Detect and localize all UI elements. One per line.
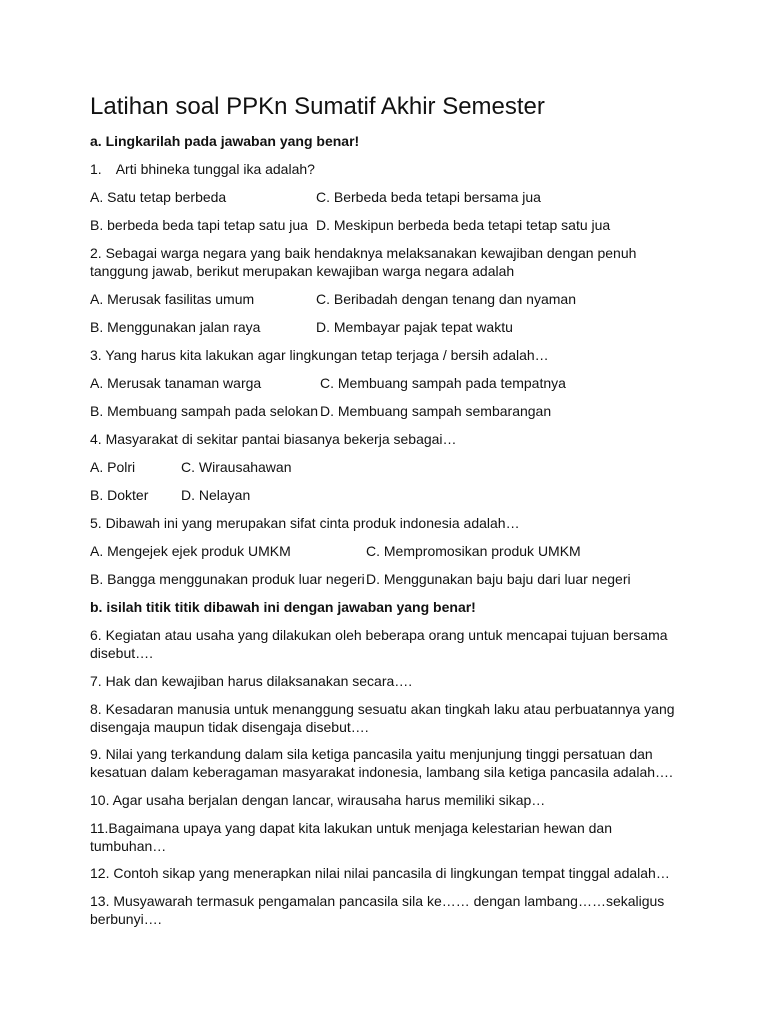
question-2-line-1: 2. Sebagai warga negara yang baik hendaknya melaksanakan kewajiban dengan penuh [90,245,637,261]
page-title: Latihan soal PPKn Sumatif Akhir Semester [90,93,545,120]
question-1-option-a: A. Satu tetap berbeda [90,189,227,205]
question-3-option-c: C. Membuang sampah pada tempatnya [320,375,566,391]
question-3-option-b: B. Membuang sampah pada selokan [90,403,319,419]
question-11-line-1: 11.Bagaimana upaya yang dapat kita lakukan untuk menjaga kelestarian hewan dan [90,820,612,836]
question-8-line-1: 8. Kesadaran manusia untuk menanggung sesuatu akan tingkah laku atau perbuatannya yang [90,701,675,717]
question-4-option-c: C. Wirausahawan [181,459,292,475]
question-4-option-a: A. Polri [90,459,136,475]
question-5-option-c: C. Mempromosikan produk UMKM [366,543,581,559]
question-1-option-b: B. berbeda beda tapi tetap satu jua [90,217,308,233]
question-2-option-b: B. Menggunakan jalan raya [90,319,261,335]
question-12: 12. Contoh sikap yang menerapkan nilai nilai pancasila di lingkungan tempat tinggal adalah… [90,865,670,881]
question-10: 10. Agar usaha berjalan dengan lancar, wirausaha harus memiliki sikap… [90,792,546,808]
question-2-line-2: tanggung jawab, berikut merupakan kewajiban warga negara adalah [90,263,515,279]
question-13-line-1: 13. Musyawarah termasuk pengamalan pancasila sila ke…… dengan lambang……sekaligus [90,893,665,909]
question-5: 5. Dibawah ini yang merupakan sifat cinta produk indonesia adalah… [90,515,520,531]
question-5-option-a: A. Mengejek ejek produk UMKM [90,543,291,559]
question-6-line-2: disebut…. [90,645,154,661]
question-text: Arti bhineka tunggal ika adalah? [115,161,315,177]
question-4-option-d: D. Nelayan [181,487,251,503]
question-9-line-2: kesatuan dalam keberagaman masyarakat indonesia, lambang sila ketiga pancasila adalah…. [90,764,673,780]
question-1-option-c: C. Berbeda beda tetapi bersama jua [316,189,541,205]
question-3: 3. Yang harus kita lakukan agar lingkungan tetap terjaga / bersih adalah… [90,347,549,363]
question-4: 4. Masyarakat di sekitar pantai biasanya bekerja sebagai… [90,431,457,447]
question-5-option-d: D. Menggunakan baju baju dari luar negeri [366,571,631,587]
question-5-option-b: B. Bangga menggunakan produk luar negeri [90,571,365,587]
question-7: 7. Hak dan kewajiban harus dilaksanakan secara…. [90,673,413,689]
question-2-option-d: D. Membayar pajak tepat waktu [316,319,513,335]
question-11-line-2: tumbuhan… [90,838,167,854]
section-b-heading: b. isilah titik titik dibawah ini dengan jawaban yang benar! [90,599,476,615]
question-9-line-1: 9. Nilai yang terkandung dalam sila ketiga pancasila yaitu menjunjung tinggi persatuan dan [90,746,653,762]
question-3-option-a: A. Merusak tanaman warga [90,375,262,391]
question-number: 1. [90,161,102,177]
question-13-line-2: berbunyi…. [90,911,162,927]
question-2-option-a: A. Merusak fasilitas umum [90,291,255,307]
section-a-heading: a. Lingkarilah pada jawaban yang benar! [90,133,360,149]
question-8-line-2: disengaja maupun tidak disengaja disebut…. [90,719,369,735]
question-2-option-c: C. Beribadah dengan tenang dan nyaman [316,291,576,307]
question-1-option-d: D. Meskipun berbeda beda tetapi tetap satu jua [316,217,611,233]
question-1 [90,160,315,178]
question-3-option-d: D. Membuang sampah sembarangan [320,403,552,419]
question-6-line-1: 6. Kegiatan atau usaha yang dilakukan oleh beberapa orang untuk mencapai tujuan bersama [90,627,668,643]
question-4-option-b: B. Dokter [90,487,149,503]
